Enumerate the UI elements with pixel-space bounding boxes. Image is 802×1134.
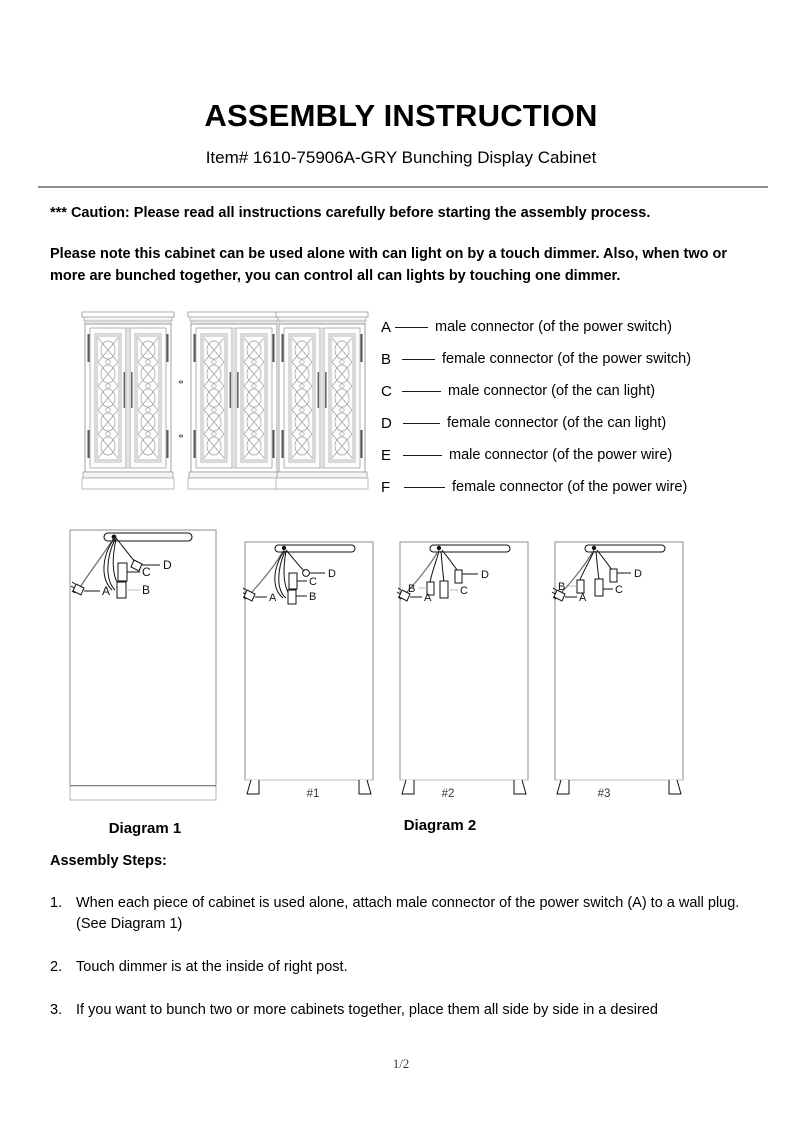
note-text: Please note this cabinet can be used alone with can light on by a touch dimmer. Also, when two or more are bunched together, you can control all can lights by touching one dimmer.	[50, 246, 728, 284]
diagram-2-figure	[243, 540, 703, 805]
legend-letter-c: C	[381, 382, 392, 400]
diagram-1-figure	[68, 528, 220, 803]
legend-letter-b: B	[381, 350, 392, 368]
panel3-label-a: A	[579, 592, 587, 604]
product-illustrations	[80, 308, 370, 498]
page-title: ASSEMBLY INSTRUCTION	[204, 98, 598, 133]
legend-letter-a: A	[381, 318, 392, 336]
legend-item-b	[381, 343, 771, 375]
diagram2-panel-2	[397, 542, 528, 794]
diagram-2-caption: Diagram 2	[403, 817, 477, 834]
legend-leader-a	[395, 327, 428, 328]
diagram1-label-d: D	[163, 558, 172, 572]
step-text: Touch dimmer is at the inside of right post.	[76, 959, 348, 975]
bunching-arrows-icon	[179, 381, 183, 438]
panel1-label-b: B	[309, 591, 317, 603]
double-cabinet-image	[188, 312, 368, 489]
legend-text-e: male connector (of the power wire)	[449, 447, 673, 463]
diagram2-panel-1	[243, 542, 373, 794]
legend-letter-d: D	[381, 414, 392, 432]
page-number: 1/2	[392, 1056, 410, 1071]
assembly-step	[50, 893, 756, 935]
panel2-label-b: B	[408, 583, 416, 595]
step-number: 1.	[50, 895, 63, 911]
diagram1-label-b: B	[142, 583, 151, 597]
diagram1-label-c: C	[142, 565, 151, 579]
legend-item-a	[381, 311, 771, 343]
legend-text-b: female connector (of the power switch)	[442, 351, 692, 367]
legend-leader-d	[403, 423, 440, 424]
diagram-2-svg	[243, 540, 703, 805]
legend-item-c	[381, 375, 771, 407]
diagram1-label-a: A	[102, 584, 111, 598]
header-divider	[38, 186, 768, 188]
legend-leader-c	[402, 391, 441, 392]
assembly-step	[50, 957, 756, 978]
panel1-label-d: D	[328, 568, 336, 580]
connector-b-body	[117, 582, 126, 598]
legend-leader-b	[402, 359, 435, 360]
legend-leader-f	[404, 487, 445, 488]
step-number: 3.	[50, 1002, 63, 1018]
diagram2-panel-2-id: #2	[441, 788, 455, 800]
legend-leader-e	[403, 455, 442, 456]
legend-item-e	[381, 439, 771, 471]
panel2-label-a: A	[424, 592, 432, 604]
panel3-label-d: D	[634, 568, 642, 580]
legend-item-f	[381, 471, 771, 503]
diagram-1-caption: Diagram 1	[108, 820, 182, 837]
step-text: When each piece of cabinet is used alone, attach male connector of the power switch (A) to a wall plug. (See Diagram 1)	[76, 895, 740, 932]
diagram-1-svg	[68, 528, 220, 803]
assembly-steps-heading: Assembly Steps:	[50, 853, 167, 869]
assembly-step	[50, 1000, 756, 1021]
panel3-label-b: B	[558, 581, 566, 593]
panel1-label-c: C	[309, 576, 317, 588]
legend-text-c: male connector (of the can light)	[448, 383, 656, 399]
item-subtitle: Item# 1610-75906A-GRY Bunching Display Cabinet	[205, 148, 597, 167]
legend-letter-e: E	[381, 446, 392, 464]
diagram2-panel-1-id: #1	[306, 788, 320, 800]
legend-text-d: female connector (of the can light)	[447, 415, 667, 431]
legend-item-d	[381, 407, 771, 439]
panel3-label-c: C	[615, 584, 623, 596]
legend-text-f: female connector (of the power wire)	[452, 479, 688, 495]
panel2-label-c: C	[460, 585, 468, 597]
step-number: 2.	[50, 959, 63, 975]
diagram2-panel-3-id: #3	[597, 788, 611, 800]
assembly-steps-list	[50, 893, 756, 1043]
legend-text-a: male connector (of the power switch)	[435, 319, 672, 335]
connector-legend	[381, 311, 771, 503]
single-cabinet-image	[82, 312, 174, 489]
panel1-label-a: A	[269, 592, 277, 604]
connector-c-body	[118, 563, 127, 581]
step-text: If you want to bunch two or more cabinets together, place them all side by side in a desired	[76, 1002, 658, 1018]
legend-letter-f: F	[381, 478, 391, 496]
caution-text: *** Caution: Please read all instructions carefully before starting the assembly process.	[50, 205, 651, 221]
diagram2-panel-3	[552, 542, 683, 794]
panel2-label-d: D	[481, 569, 489, 581]
cabinet-illustration-svg	[80, 308, 370, 498]
